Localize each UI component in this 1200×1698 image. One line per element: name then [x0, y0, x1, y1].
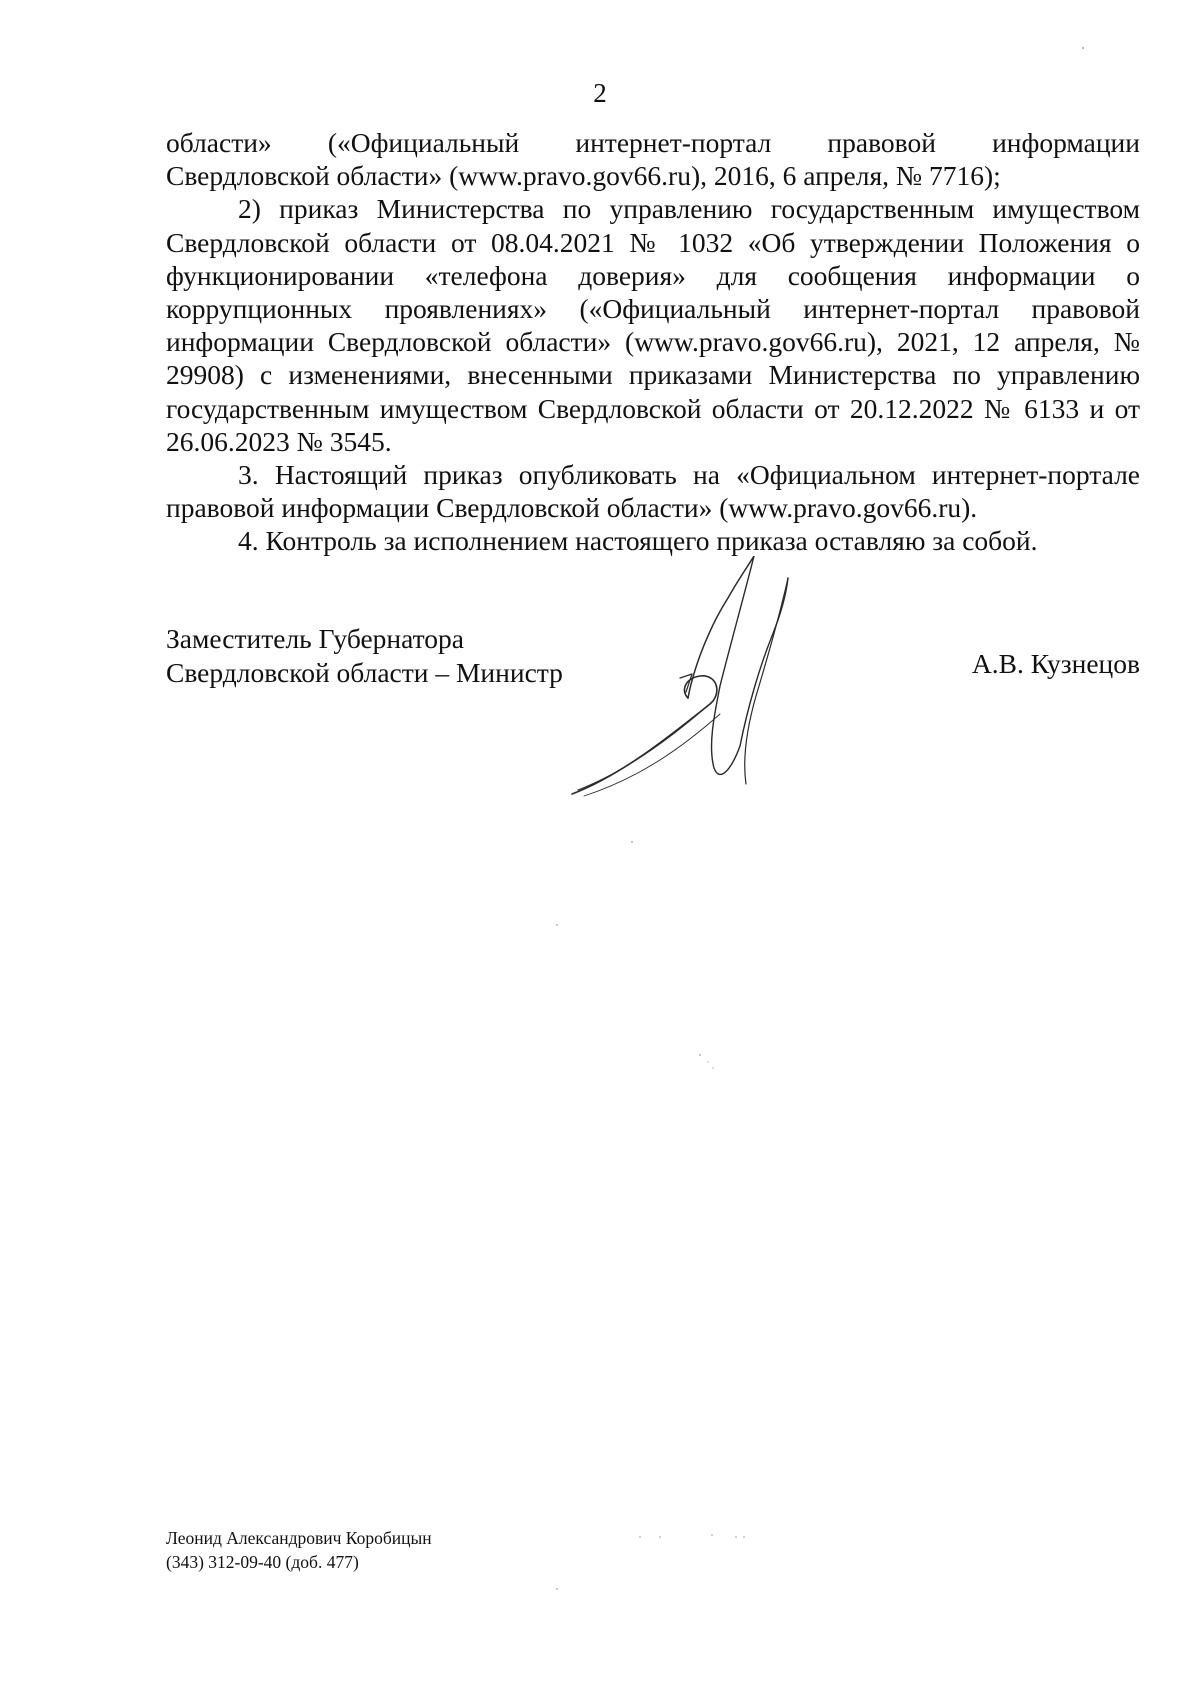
- paragraph-continuation-line-2: Свердловской области» (www.pravo.gov66.ru), 2016, 6 апреля, № 7716);: [166, 160, 1001, 192]
- page-number: 2: [593, 78, 607, 108]
- executor-phone: (343) 312-09-40 (доб. 477): [166, 1552, 359, 1572]
- paragraph-continuation: [166, 126, 1140, 192]
- paragraph-3: 3. Настоящий приказ опубликовать на «Официальном интернет-портале правовой информации Свердловской области» (www.pravo.gov66.ru).: [166, 459, 1140, 524]
- signatory-name: А.В. Кузнецов: [971, 648, 1140, 679]
- paragraph-2: 2) приказ Министерства по управлению государственным имуществом Свердловской области от 08.04.2021 № 1032 «Об утверждении Положения о функционировании «телефона доверия» для сообщения информации о коррупционных проявлениях» («Официальный интернет-портал правовой информации Свердловской области» (www.pravo.gov66.ru), 2021, 12 апреля, № 29908) с изменениями, внесенными приказами Министерства по управлению государственным имуществом Свердловской области от 20.12.2022 № 6133 и от 26.06.2023 № 3545.: [166, 193, 1140, 457]
- signatory-position: [166, 622, 563, 690]
- signatory-position-line-2: Свердловской области – Министр: [166, 657, 563, 688]
- signatory-position-line-1: Заместитель Губернатора: [166, 623, 464, 654]
- executor-info: [166, 1526, 432, 1574]
- document-body: [166, 126, 1140, 558]
- handwritten-signature: [560, 556, 840, 806]
- paragraph-continuation-line-1: области» («Официальный интернет-портал правовой информации: [166, 127, 1140, 158]
- paragraph-4: 4. Контроль за исполнением настоящего приказа оставляю за собой.: [238, 525, 1038, 557]
- executor-name: Леонид Александрович Коробицын: [166, 1528, 432, 1548]
